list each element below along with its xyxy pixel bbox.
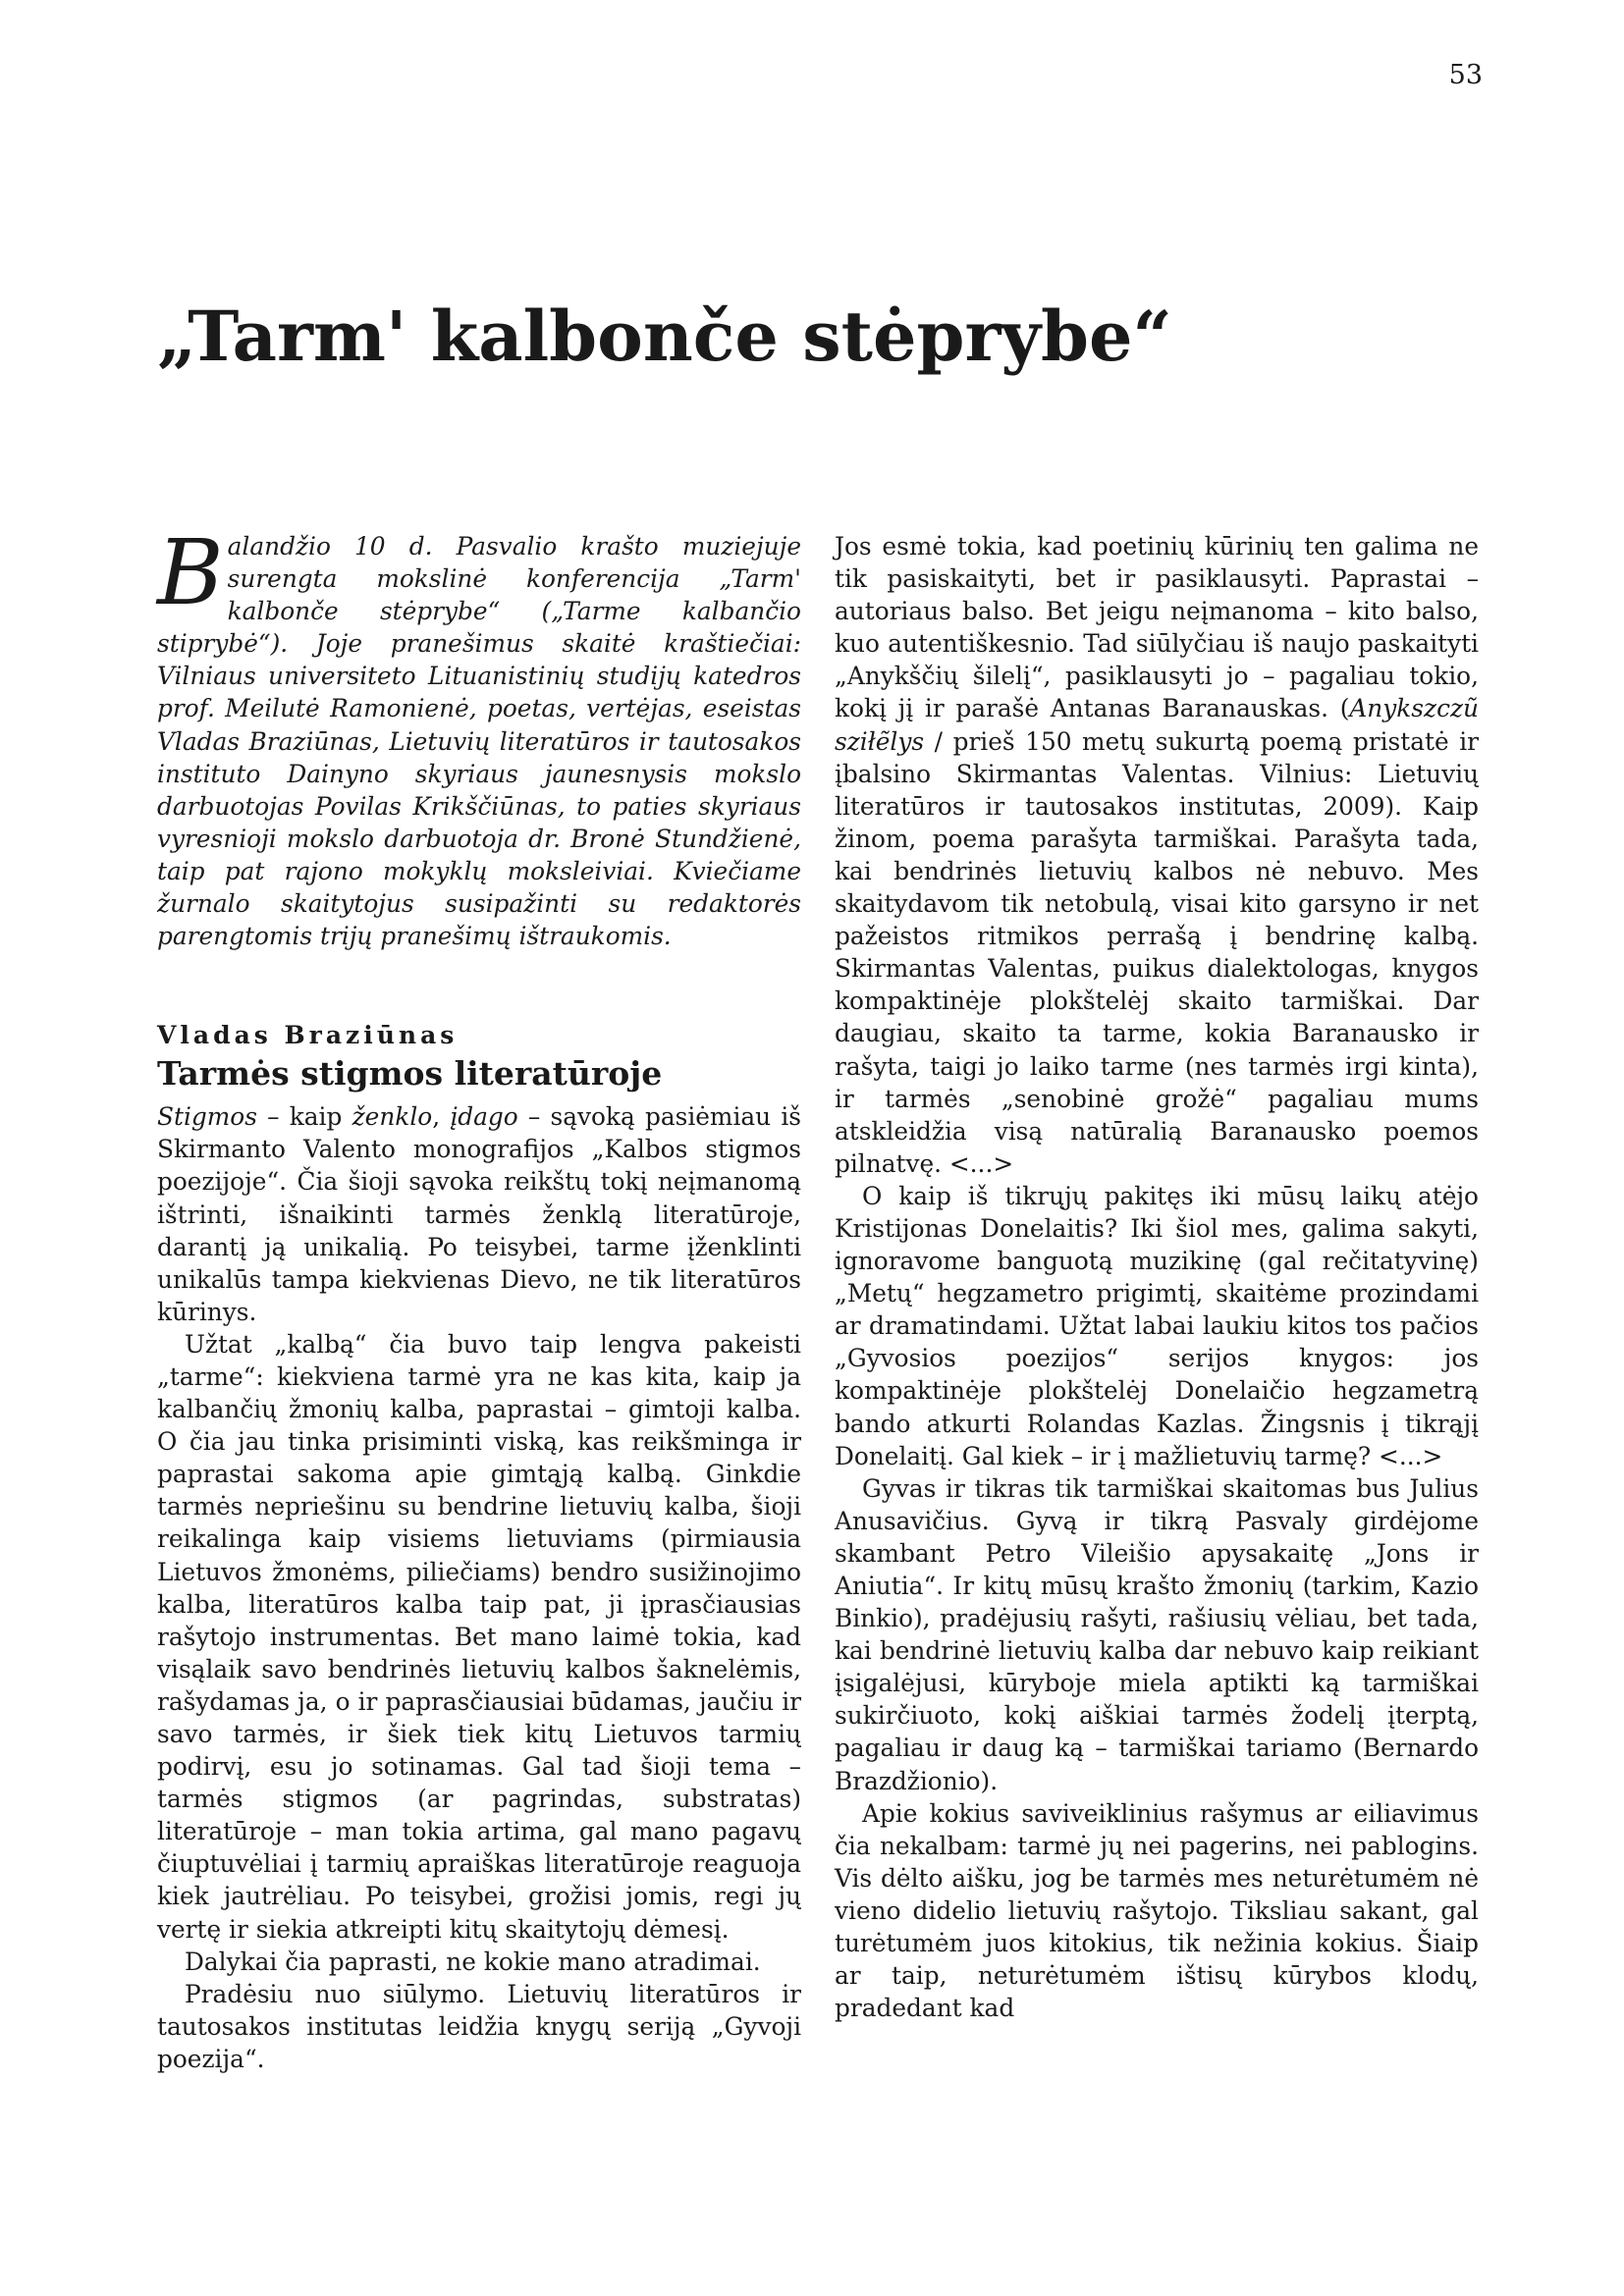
drop-cap: B xyxy=(157,520,224,625)
right-column xyxy=(835,530,1479,2024)
lead-paragraph xyxy=(157,520,801,952)
left-paragraph-4: Pradėsiu nuo siūlymo. Lietuvių literatūros ir tautosakos institutas leidžia knygų seriją „Gyvoji poezija“. xyxy=(157,1979,801,2073)
term-zenklo: ženklo xyxy=(352,1102,433,1132)
lead-text: alandžio 10 d. Pasvalio krašto muziejuje surengta mokslinė konferencija „Tarm' kalbonče stėprybe“ („Tarme kalbančio stiprybė“). Joje pranešimus skaitė kraštiečiai: Vilniaus universiteto Lituanistinių studijų katedros prof. Meilutė Ramonienė, poetas, vertėjas, eseistas Vladas Braziūnas, Lietuvių literatūros ir tautosakos instituto Dainyno skyriaus jaunesnysis mokslo darbuotojas Povilas Krikščiūnas, to paties skyriaus vyresnioji mokslo darbuotoja dr. Bronė Stundžienė, taip pat rajono mokyklų moksleiviai. Kviečiame žurnalo skaitytojus susipažinti su redaktorės parengtomis trijų pranešimų ištraukomis. xyxy=(157,532,801,951)
book-title: Anykszczũ sziłẽlys xyxy=(835,694,1479,756)
text-run: , xyxy=(432,1102,451,1132)
term-idago: įdago xyxy=(450,1102,518,1132)
text-run: / prieš 150 metų sukurtą poemą pristatė ir įbalsino Skirmantas Valentas. Vilnius: Lietuvių literatūros ir tautosakos institutas, 2009). Kaip žinom, poema parašyta tarmiškai. Parašyta tada, kai bendrinės lietuvių kalbos nė nebuvo. Mes skaitydavom tik netobulą, visai kito garsyno ir net pažeistos ritmikos perrašą į bendrinę kalbą. Skirmantas Valentas, puikus dialektologas, knygos kompaktinėje plokštelėj skaito tarmiškai. Dar daugiau, skaito ta tarme, kokia Baranausko ir rašyta, taigi jo laiko tarme (nes tarmės irgi kinta), ir tarmės „senobinė grožė“ pagaliau mums atskleidžia visą natūralią Baranausko poemos pilnatvę. <...> xyxy=(835,726,1479,1178)
right-paragraph-2: O kaip iš tikrųjų pakitęs iki mūsų laikų atėjo Kristijonas Donelaitis? Iki šiol mes, galima sakyti, ignoravome banguotą muzikinę (gal rečitatyvinę) „Metų“ hegzametro prigimtį, skaitėme prozindami ar dramatindami. Užtat labai laukiu kitos tos pačios „Gyvosios poezijos“ serijos knygos: jos kompaktinėje plokštelėj Donelaičio hegzametrą bando atkurti Rolandas Kazlas. Žingsnis į tikrąjį Donelaitį. Gal kiek – ir į mažlietuvių tarmę? <...> xyxy=(835,1181,1479,1470)
left-paragraph-1 xyxy=(157,1100,801,1328)
left-column xyxy=(157,520,801,2075)
text-run: – sąvoką pasiėmiau iš Skirmanto Valento monografijos „Kalbos stigmos poezijoje“. Čia šioji sąvoka reikštų tokį neįmanomą ištrinti, išnaikinti tarmės ženklą literatūroje, darantį ją unikalią. Po teisybei, tarme įženklinti unikalūs tampa kiekvienas Dievo, ne tik literatūros kūrinys. xyxy=(157,1102,801,1326)
left-paragraph-2: Užtat „kalbą“ čia buvo taip lengva pakeisti „tarme“: kiekviena tarmė yra ne kas kita, kaip ja kalbančių žmonių kalba, paprastai – gimtoji kalba. O čia jau tinka prisiminti viską, kas reikšminga ir paprastai sakoma apie gimtąją kalbą. Ginkdie tarmės nepriešinu su bendrine lietuvių kalba, šioji reikalinga kaip visiems lietuviams (pirmiausia Lietuvos žmonėms, piliečiams) bendro susižinojimo kalba, literatūros kalba taip pat, ji įprasčiausias rašytojo instrumentas. Bet mano laimė tokia, kad visąlaik savo bendrinės lietuvių kalbos šaknelėmis, rašydamas ja, o ir paprasčiausiai būdamas, jaučiu ir savo tarmės, ir šiek tiek kitų Lietuvos tarmių podirvį, esu jo sotinamas. Gal tad šioji tema – tarmės stigmos (ar pagrindas, substratas) literatūroje – man tokia artima, gal mano pagavų čiuptuvėliai į tarmių apraiškas literatūroje reaguoja kiek jautrėliau. Po teisybei, grožisi jomis, regi jų vertę ir siekia atkreipti kitų skaitytojų dėmesį. xyxy=(157,1329,801,1944)
left-paragraph-3: Dalykai čia paprasti, ne kokie mano atradimai. xyxy=(185,1947,761,1976)
right-paragraph-1 xyxy=(835,530,1479,1180)
right-paragraph-3: Gyvas ir tikras tik tarmiškai skaitomas bus Julius Anusavičius. Gyvą ir tikrą Pasvaly girdėjome skambant Petro Vileišio apysakaitę „Jons ir Aniutia“. Ir kitų mūsų krašto žmonių (tarkim, Kazio Binkio), pradėjusių rašyti, rašiusių vėliau, bet tada, kai bendrinė lietuvių kalba dar nebuvo kaip reikiant įsigalėjusi, kūryboje miela aptikti ką tarmiškai sukirčiuoto, kokį aiškiai tarmės žodelį įterptą, pagaliau ir daug ką – tarmiškai tariamo (Bernardo Brazdžionio). xyxy=(835,1473,1479,1795)
right-paragraph-4: Apie kokius saviveiklinius rašymus ar eiliavimus čia nekalbam: tarmė jų nei pagerins, nei pablogins. Vis dėlto aišku, jog be tarmės mes neturėtumėm nė vieno didelio lietuvių rašytojo. Tiksliau sakant, gal turėtumėm juos kitokius, tik nežinia kokius. Šiaip ar taip, neturėtumėm ištisų kūrybos klodų, pradedant kad xyxy=(835,1798,1479,2023)
article-title: „Tarm' kalbonče stėprybe“ xyxy=(157,295,1172,377)
term-stigmos: Stigmos xyxy=(157,1102,257,1132)
section-title: Tarmės stigmos literatūroje xyxy=(157,1054,663,1094)
text-run: – kaip xyxy=(256,1102,352,1132)
section-author: Vladas Braziūnas xyxy=(157,1021,459,1050)
text-run: Jos esmė tokia, kad poetinių kūrinių ten galima ne tik pasiskaityti, bet ir pasiklausyti. Paprastai – autoriaus balso. Bet jeigu neįmanoma – kito balso, kuo autentiškesnio. Tad siūlyčiau iš naujo paskaityti „Anykščių šilelį“, pasiklausyti jo – pagaliau tokio, kokį jį ir parašė Antanas Baranauskas. ( xyxy=(835,532,1479,723)
page-number: 53 xyxy=(1448,60,1483,90)
